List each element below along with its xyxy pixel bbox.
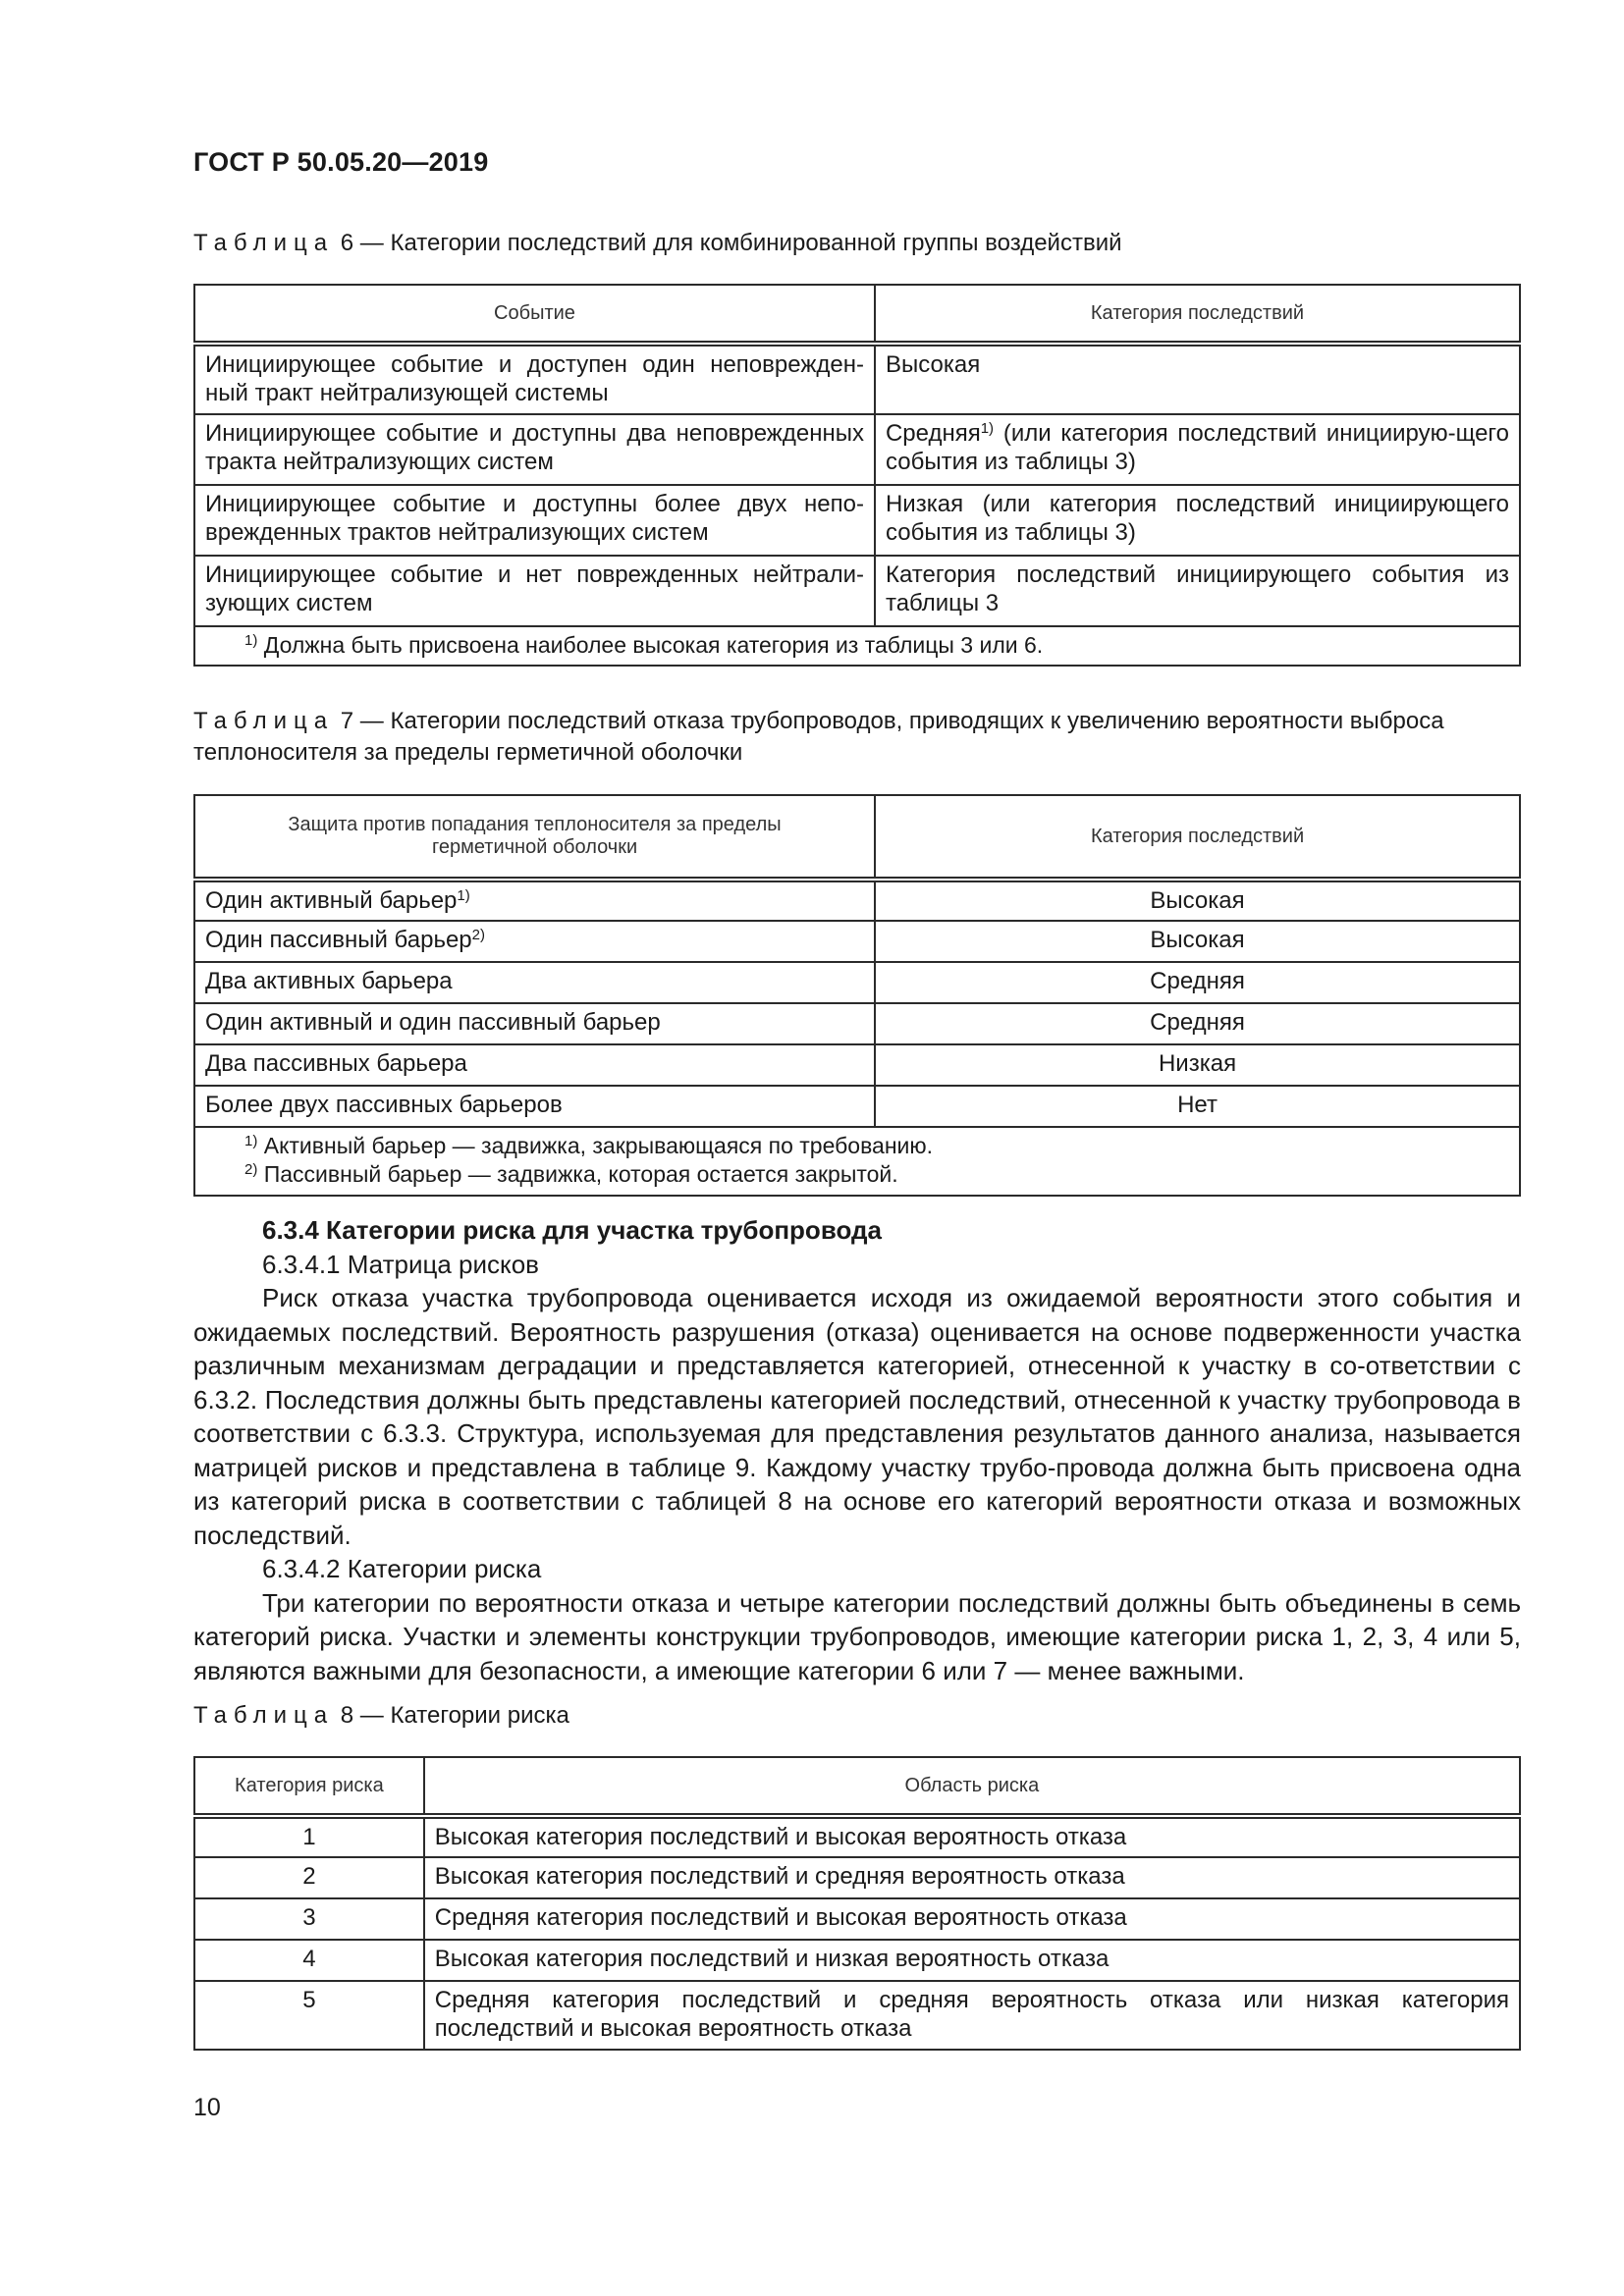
table7-cell-category: Нет: [875, 1086, 1520, 1127]
table8-cell-num: 2: [194, 1857, 424, 1898]
footnote-marker: 1): [244, 1133, 258, 1149]
table8-cell-area: Средняя категория последствий и высокая вероятность отказа: [424, 1898, 1520, 1940]
table6-cell-category: [875, 556, 1520, 626]
table-row: [194, 1898, 1520, 1940]
subsection-heading: 6.3.4.1 Матрица рисков: [262, 1249, 539, 1279]
table-row: [194, 1044, 1520, 1086]
table-row: [194, 1981, 1520, 2050]
paragraph: Риск отказа участка трубопровода оценивается исходя из ожидаемой вероятности этого события и ожидаемых последствий. Вероятность разрушения (отказа) оценивается на основе подверженности участка различным механизмам деградации и представляется категорией, отнесенной к участку в со-ответствии с 6.3.2. Последствия должны быть представлены категорией последствий, отнесенной к участку трубопровода в соответствии с 6.3.3. Структура, используемая для представления результатов данного анализа, называется матрицей рисков и представлена в таблице 9. Каждому участку трубо-провода должна быть присвоена одна из категорий риска в соответствии с таблицей 8 на основе его категорий вероятности отказа и возможных последствий.: [193, 1283, 1521, 1550]
table8-caption-word: Таблица: [193, 1702, 335, 1729]
footnote-marker: 1): [457, 887, 470, 904]
table-row: [194, 1940, 1520, 1981]
table6-caption-word: Таблица: [193, 230, 335, 256]
table6-cell-category: [875, 485, 1520, 556]
table-note-row: [194, 626, 1520, 666]
table6-cell-event: Инициирующее событие и доступны два неповрежденных тракта нейтрализующих систем: [194, 414, 875, 485]
table6-category-text: Категория последствий инициирующего события из таблицы 3: [885, 561, 1509, 616]
table6-caption: [193, 228, 1521, 259]
table-note-row: [194, 1127, 1520, 1196]
table8-cell-num: 1: [194, 1816, 424, 1857]
table6-footnote-text: Должна быть присвоена наиболее высокая категория из таблицы 3 или 6.: [257, 632, 1044, 658]
table6-category-rest: (или категория последствий инициирую-щего события из таблицы 3): [885, 420, 1509, 475]
table6-cell-event: Инициирующее событие и доступны более двух непо-врежденных трактов нейтрализующих систем: [194, 485, 875, 556]
table7-footnote-text: Пассивный барьер — задвижка, которая остается закрытой.: [257, 1161, 898, 1187]
table8-cell-num: 3: [194, 1898, 424, 1940]
table-row: [194, 344, 1520, 414]
table-row: [194, 556, 1520, 626]
table8-cell-area: Высокая категория последствий и низкая вероятность отказа: [424, 1940, 1520, 1981]
table7-cell-category: Средняя: [875, 1003, 1520, 1044]
footnote-marker: 1): [980, 420, 995, 437]
table6: [193, 284, 1521, 667]
table-row: [194, 880, 1520, 921]
table7-cell-category: Средняя: [875, 962, 1520, 1003]
table6-header-event: Событие: [194, 285, 875, 344]
footnote-marker: 2): [471, 927, 485, 943]
table-row: [194, 485, 1520, 556]
table-row: [194, 1003, 1520, 1044]
table-row: [194, 1857, 1520, 1898]
footnote-marker: 1): [244, 632, 258, 649]
table7-cell-protection: [194, 880, 875, 921]
table8-cell-area: Высокая категория последствий и высокая вероятность отказа: [424, 1816, 1520, 1857]
table7-cell-protection: Два пассивных барьера: [194, 1044, 875, 1086]
table7-footnote: [244, 1132, 1509, 1160]
page-number: 10: [193, 2094, 221, 2121]
table-row: [194, 1816, 1520, 1857]
table6-footnote: [194, 626, 1520, 666]
table7-caption: [193, 706, 1521, 769]
table8: [193, 1756, 1521, 2051]
table7-caption-text: 7 — Категории последствий отказа трубопроводов, приводящих к увеличению вероятности выброса теплоносителя за пределы герметичной оболочки: [193, 708, 1444, 766]
table7-caption-word: Таблица: [193, 708, 335, 734]
table7: [193, 794, 1521, 1197]
table7-cell-protection: Два активных барьера: [194, 962, 875, 1003]
table7-footnotes: [194, 1127, 1520, 1196]
table6-header-category: Категория последствий: [875, 285, 1520, 344]
table7-cell-category: Низкая: [875, 1044, 1520, 1086]
table6-cell-category: [875, 414, 1520, 485]
table7-cell-protection: Один активный и один пассивный барьер: [194, 1003, 875, 1044]
table8-cell-num: 4: [194, 1940, 424, 1981]
table-row: [194, 1086, 1520, 1127]
table8-cell-num: 5: [194, 1981, 424, 2050]
table-row: [194, 414, 1520, 485]
footnote-marker: 2): [244, 1161, 258, 1178]
table7-header-protection: Защита против попадания теплоносителя за пределы герметичной оболочки: [194, 795, 875, 880]
table-row: [194, 962, 1520, 1003]
table6-cell-event: Инициирующее событие и нет поврежденных нейтрали-зующих систем: [194, 556, 875, 626]
table6-category-text: Низкая (или категория последствий инициирующего события из таблицы 3): [885, 491, 1509, 546]
table8-header-area: Область риска: [424, 1757, 1520, 1816]
table8-caption-text: 8 — Категории риска: [340, 1702, 569, 1729]
table6-category-text: Высокая: [885, 351, 981, 378]
paragraph: Три категории по вероятности отказа и четыре категории последствий должны быть объединены в семь категорий риска. Участки и элементы конструкции трубопроводов, имеющие категории риска 1, 2, 3, 4 или 5, являются важными для безопасности, а имеющие категории 6 или 7 — менее важными.: [193, 1587, 1521, 1685]
table6-cell-category: [875, 344, 1520, 414]
table7-header-category: Категория последствий: [875, 795, 1520, 880]
table6-category-text: Средняя: [885, 420, 981, 447]
section-body: [193, 1213, 1521, 1687]
subsection-heading: 6.3.4.2 Категории риска: [262, 1554, 542, 1583]
table8-cell-area: Высокая категория последствий и средняя вероятность отказа: [424, 1857, 1520, 1898]
table6-cell-event: Инициирующее событие и доступен один неповрежден-ный тракт нейтрализующей системы: [194, 344, 875, 414]
document-number: ГОСТ Р 50.05.20—2019: [193, 147, 489, 177]
table7-cell-protection: [194, 921, 875, 962]
table7-protection-text: Один активный барьер: [205, 887, 458, 914]
table7-cell-protection: Более двух пассивных барьеров: [194, 1086, 875, 1127]
section-heading: 6.3.4 Категории риска для участка трубопровода: [262, 1215, 882, 1245]
table7-footnote-text: Активный барьер — задвижка, закрывающаяся по требованию.: [257, 1133, 934, 1158]
table6-caption-text: 6 — Категории последствий для комбинированной группы воздействий: [340, 230, 1122, 256]
table7-cell-category: Высокая: [875, 880, 1520, 921]
table8-cell-area: Средняя категория последствий и средняя вероятность отказа или низкая категория последствий и высокая вероятность отказа: [424, 1981, 1520, 2050]
table7-cell-category: Высокая: [875, 921, 1520, 962]
table7-protection-text: Один пассивный барьер: [205, 927, 472, 953]
table-row: [194, 921, 1520, 962]
table7-footnote: [244, 1160, 1509, 1189]
table8-caption: [193, 1700, 1521, 1732]
table8-header-category: Категория риска: [194, 1757, 424, 1816]
